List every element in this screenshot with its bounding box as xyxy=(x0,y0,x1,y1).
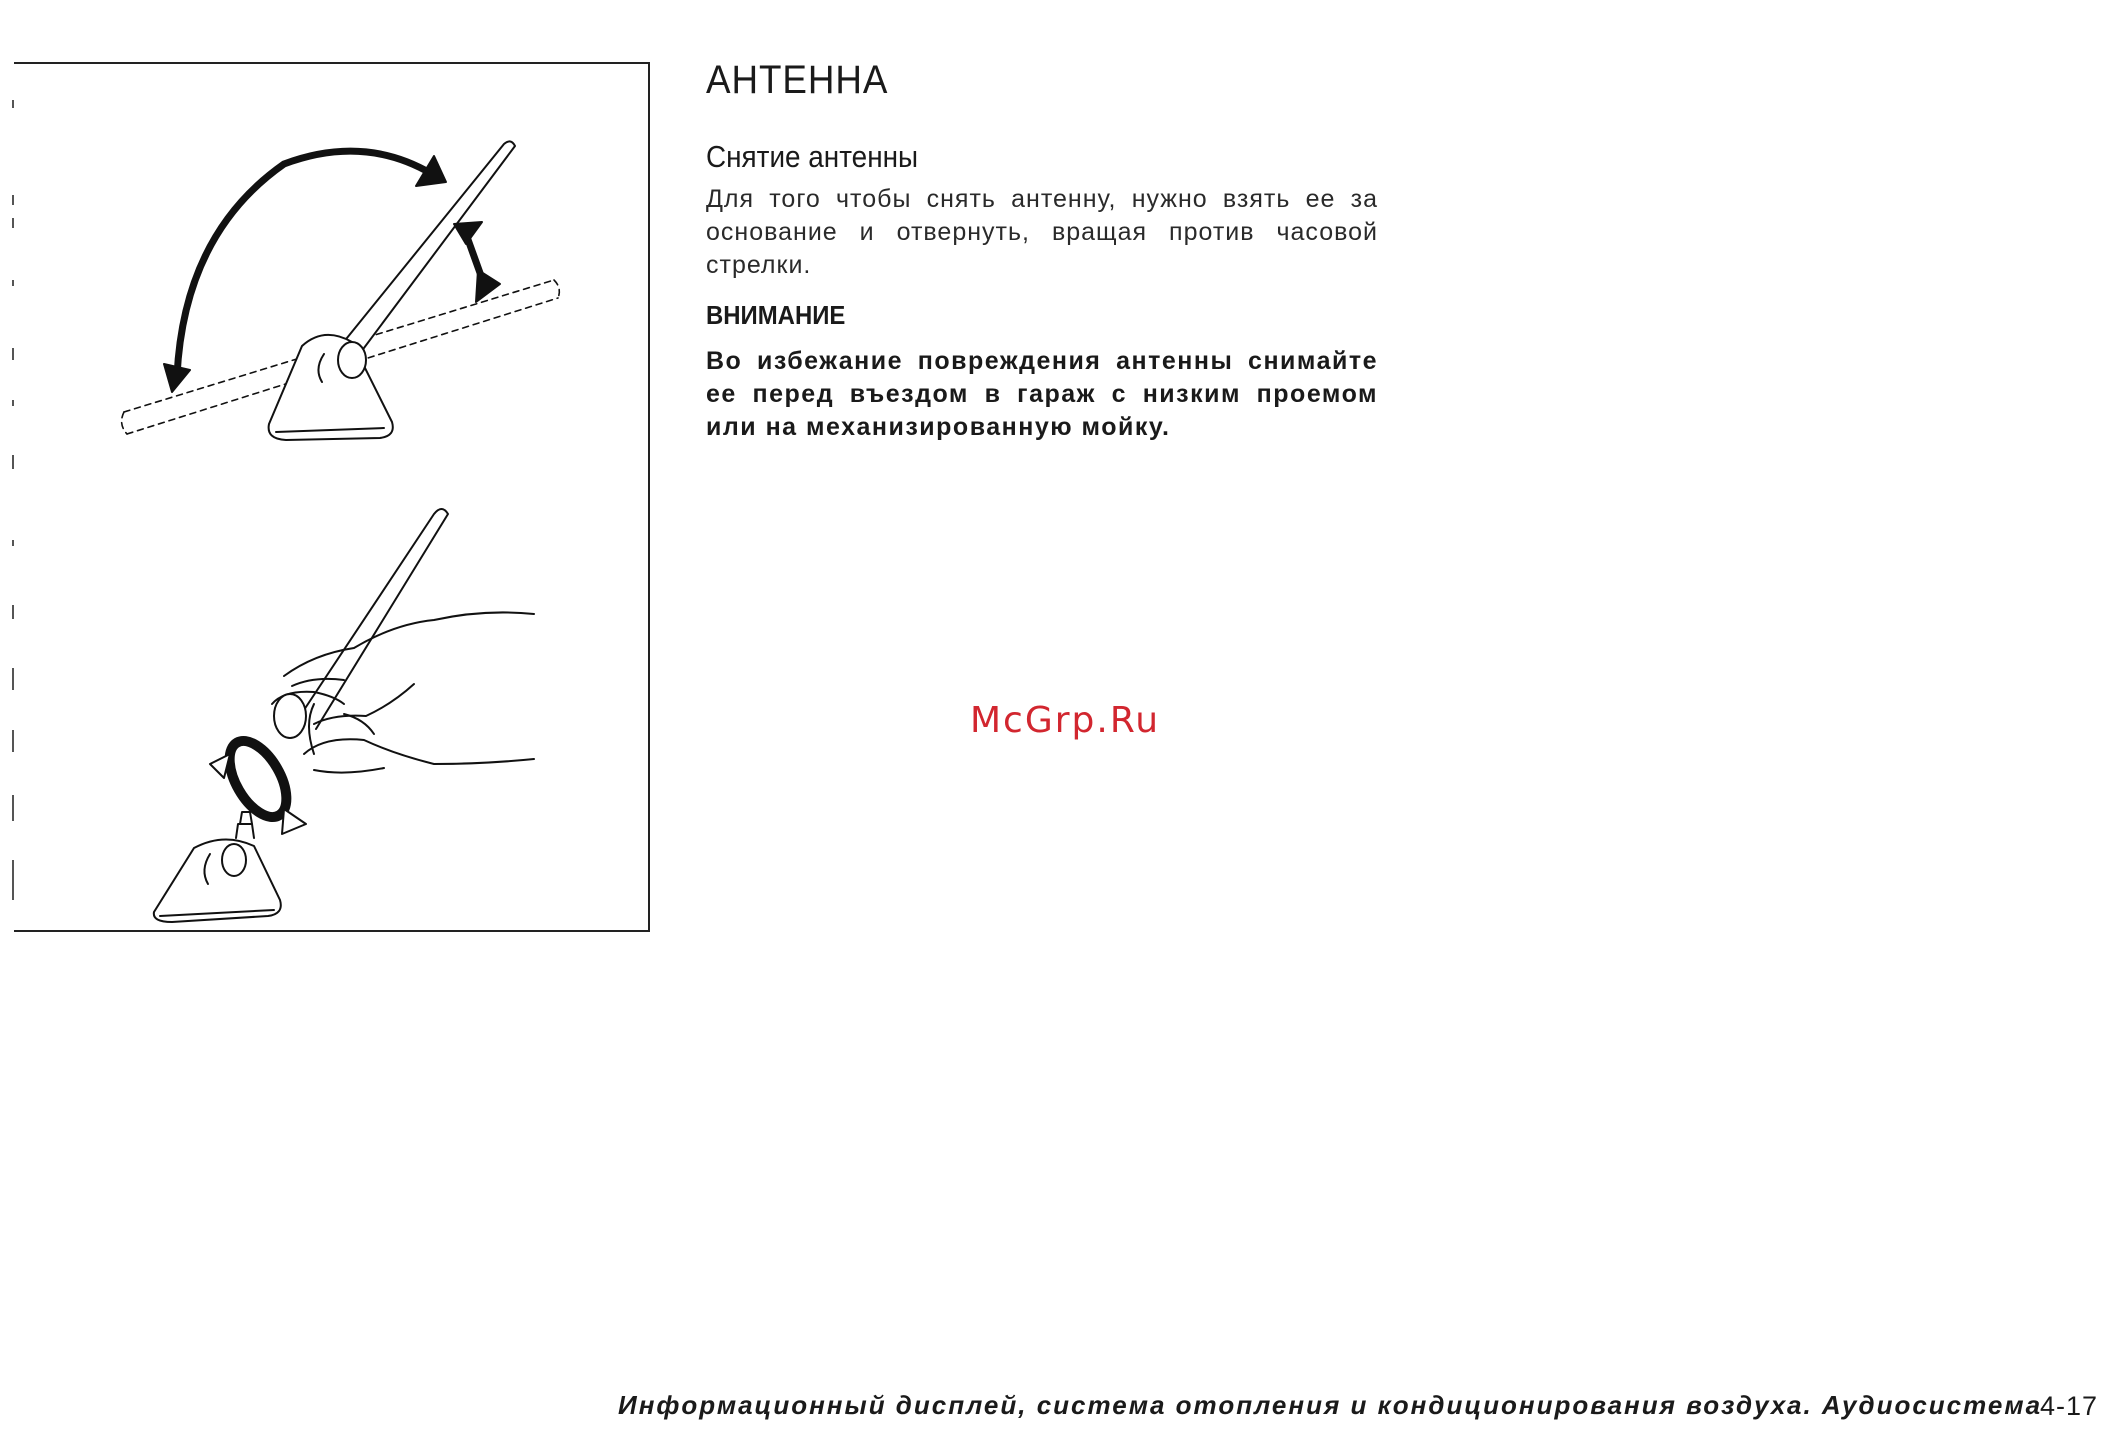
antenna-base-lower xyxy=(154,812,281,922)
section-subtitle: Снятие антенны xyxy=(706,139,919,174)
page-number: 4-17 xyxy=(2040,1391,2099,1421)
antenna-base-upper xyxy=(269,335,393,440)
content-column xyxy=(706,58,1378,444)
warning-paragraph: Во избежание повреждения антенны снимайте ее перед въездом в гараж с низким проемом или на механизированную мойку. xyxy=(706,347,1378,441)
rotate-arrow-large xyxy=(177,151,432,376)
page-footer xyxy=(618,1390,2098,1421)
instruction-paragraph: Для того чтобы снять антенну, нужно взять ее за основание и отвернуть, вращая против часовой стрелки. xyxy=(706,185,1378,279)
antenna-mast-lower xyxy=(298,509,448,729)
watermark: McGrp.Ru xyxy=(970,700,1161,741)
warning-title: ВНИМАНИЕ xyxy=(706,300,846,330)
footer-chapter-title: Информационный дисплей, система отопления и кондиционирования воздуха. Аудиосистема xyxy=(618,1390,2043,1420)
antenna-figure xyxy=(14,62,650,932)
hand-outline xyxy=(272,612,534,772)
antenna-removal-illustration xyxy=(14,64,648,930)
section-title: АНТЕННА xyxy=(706,58,889,102)
